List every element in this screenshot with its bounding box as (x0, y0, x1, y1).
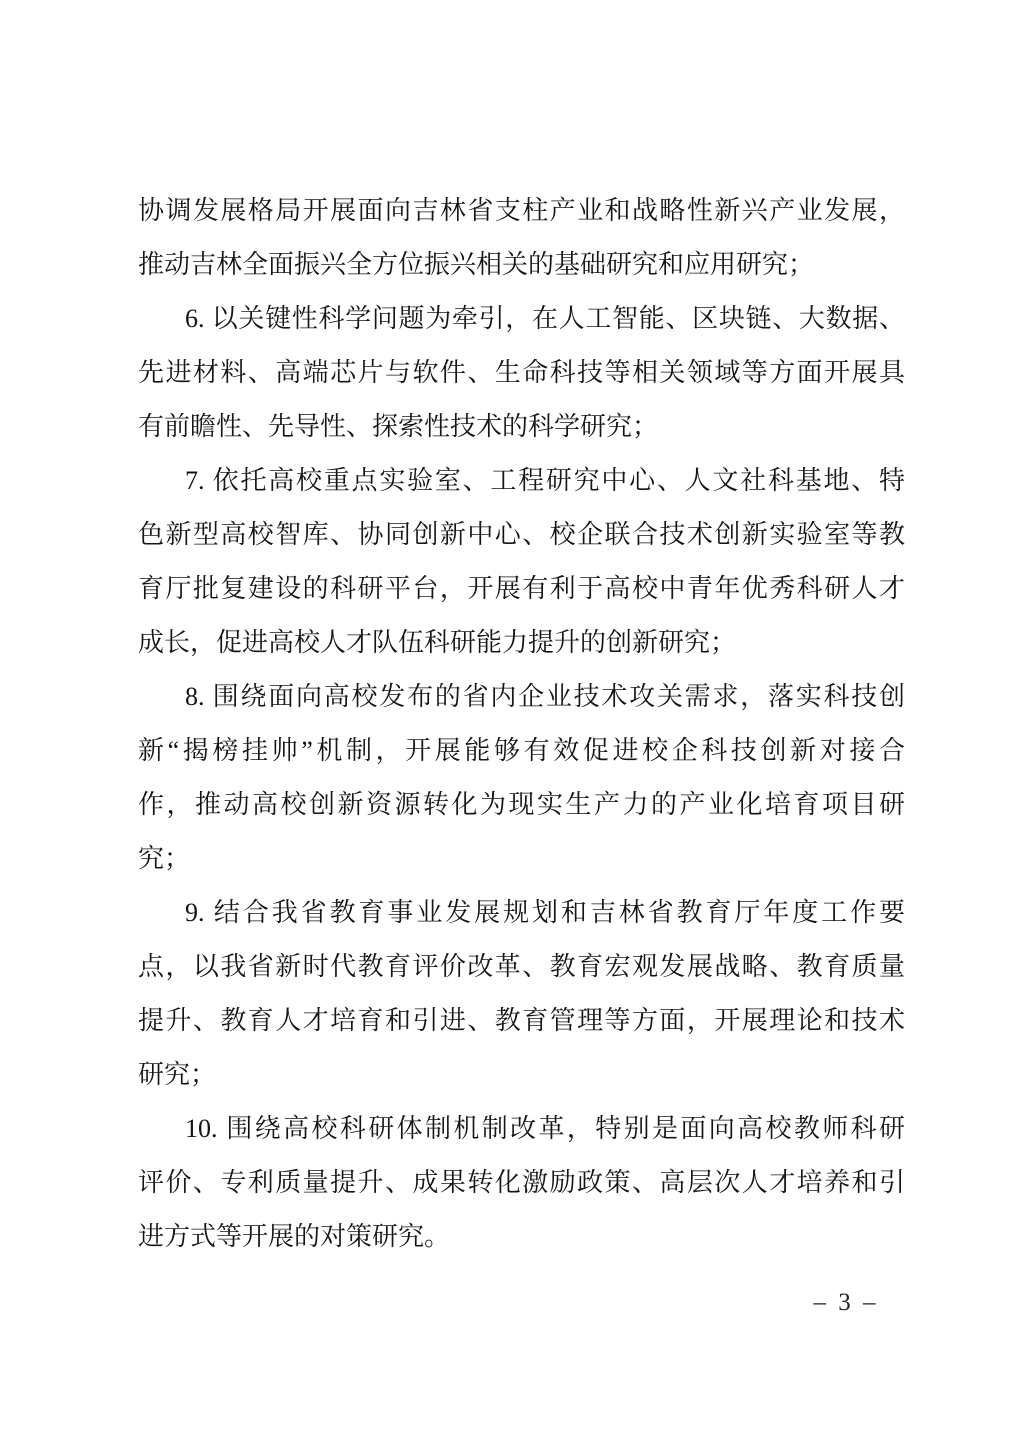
text-line: 10. 围绕高校科研体制机制改革，特别是面向高校教师科研 (185, 1114, 905, 1143)
text-line: 新“揭榜挂帅”机制，开展能够有效促进校企科技创新对接合 (138, 736, 905, 765)
text-line: 点，以我省新时代教育评价改革、教育宏观发展战略、教育质量 (138, 952, 905, 981)
text-line: 7. 依托高校重点实验室、工程研究中心、人文社科基地、特 (185, 466, 905, 495)
text-line: 9. 结合我省教育事业发展规划和吉林省教育厅年度工作要 (185, 898, 905, 927)
text-line: 成长，促进高校人才队伍科研能力提升的创新研究； (138, 628, 737, 657)
text-line: 6. 以关键性科学问题为牵引，在人工智能、区块链、大数据、 (185, 304, 905, 333)
text-line: 协调发展格局开展面向吉林省支柱产业和战略性新兴产业发展， (138, 196, 905, 225)
text-line: 8. 围绕面向高校发布的省内企业技术攻关需求，落实科技创 (185, 682, 905, 711)
text-line: 有前瞻性、先导性、探索性技术的科学研究； (138, 412, 659, 441)
page-number: – 3 – (813, 1289, 879, 1316)
text-line: 色新型高校智库、协同创新中心、校企联合技术创新实验室等教 (138, 520, 905, 549)
text-line: 评价、专利质量提升、成果转化激励政策、高层次人才培养和引 (138, 1168, 905, 1197)
text-line: 育厅批复建设的科研平台，开展有利于高校中青年优秀科研人才 (138, 574, 905, 603)
text-line: 先进材料、高端芯片与软件、生命科技等相关领域等方面开展具 (138, 358, 905, 387)
text-line: 作，推动高校创新资源转化为现实生产力的产业化培育项目研 (138, 790, 905, 819)
text-line: 提升、教育人才培育和引进、教育管理等方面，开展理论和技术 (138, 1006, 905, 1035)
text-line: 推动吉林全面振兴全方位振兴相关的基础研究和应用研究； (138, 250, 815, 279)
text-line: 进方式等开展的对策研究。 (138, 1222, 451, 1251)
text-line: 究； (138, 844, 191, 873)
text-line: 研究； (138, 1060, 217, 1089)
document-body (138, 184, 905, 1264)
